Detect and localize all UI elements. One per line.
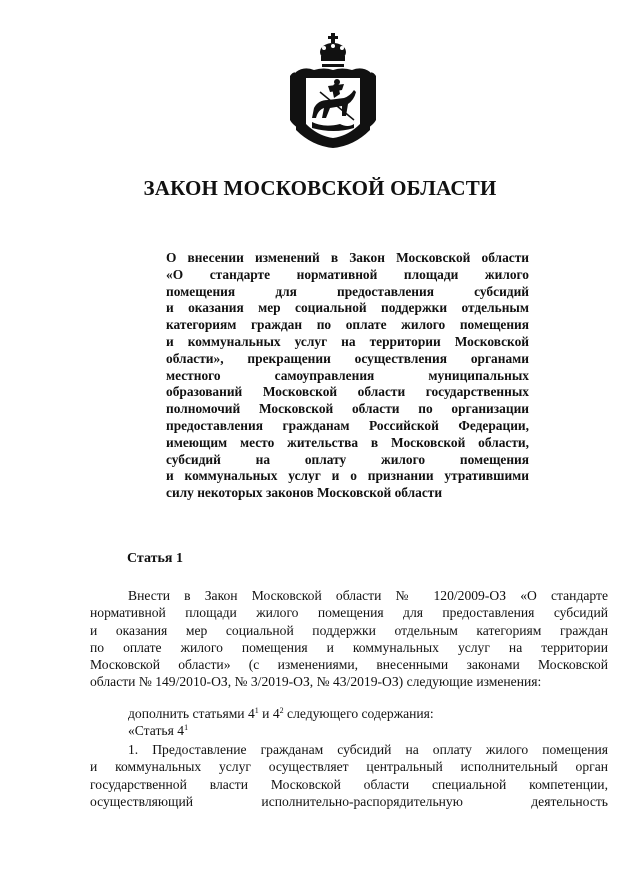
- amendment-intro-text: и 4: [258, 706, 280, 721]
- amendment-intro-text: следующего содержания:: [283, 706, 434, 721]
- subject-line: образований Московской области государственных: [166, 384, 529, 400]
- article-paragraph: [90, 587, 608, 691]
- paragraph-line: и оказания мер социальной поддержки отдельным категориям граждан: [90, 622, 608, 638]
- clause-line: 1. Предоставление гражданам субсидий на оплату жилого помещения: [128, 742, 608, 757]
- subject-line: и оказания мер социальной поддержки отдельным: [166, 300, 529, 316]
- subject-line: О внесении изменений в Закон Московской области: [166, 250, 529, 265]
- paragraph-line: Московской области» (с изменениями, внесенными законами Московской: [90, 657, 608, 673]
- clause-paragraph: [90, 741, 608, 810]
- subject-line: помещения для предоставления субсидий: [166, 283, 529, 299]
- subject-line: «О стандарте нормативной площади жилого: [166, 266, 529, 282]
- new-article-label: «Статья 4: [128, 723, 185, 738]
- subject-line: категориям граждан по оплате жилого помещения: [166, 317, 529, 333]
- subject-line: области», прекращении осуществления органами: [166, 350, 529, 366]
- clause-line: осуществляющий исполнительно-распорядительную деятельность: [90, 793, 608, 809]
- subject-line: субсидий на оплату жилого помещения: [166, 451, 529, 467]
- subject-line: и коммунальных услуг на территории Московской: [166, 333, 529, 349]
- paragraph-line: по оплате жилого помещения и коммунальных услуг на территории: [90, 639, 608, 655]
- law-subject: [166, 250, 529, 502]
- subject-line: предоставления гражданам Российской Федерации,: [166, 417, 529, 433]
- subject-line: силу некоторых законов Московской области: [166, 485, 443, 501]
- amendment-intro-text: дополнить статьями 4: [128, 706, 255, 721]
- law-title: ЗАКОН МОСКОВСКОЙ ОБЛАСТИ: [143, 176, 497, 200]
- amendment-intro-line: [128, 706, 434, 722]
- superscript: 1: [184, 723, 189, 732]
- clause-line: государственной власти Московской области специальной компетенции,: [90, 776, 608, 792]
- superscript: 2: [279, 706, 284, 715]
- paragraph-line: области № 149/2010-ОЗ, № 3/2019-ОЗ, № 43/2019-ОЗ) следующие изменения:: [90, 674, 542, 690]
- crown-icon: [320, 33, 346, 67]
- subject-line: и коммунальных услуг и о признании утратившими: [166, 468, 529, 484]
- subject-line: имеющим место жительства в Московской области,: [166, 434, 529, 450]
- paragraph-line: Внести в Закон Московской области № 120/2009-ОЗ «О стандарте: [128, 588, 608, 603]
- clause-line: и коммунальных услуг осуществляет центральный исполнительный орган: [90, 759, 608, 775]
- coat-of-arms-icon: [284, 30, 382, 150]
- subject-line: полномочий Московской области по организации: [166, 401, 529, 417]
- superscript: 1: [254, 706, 259, 715]
- new-article-heading: [128, 723, 188, 739]
- subject-line: местного самоуправления муниципальных: [166, 367, 529, 383]
- article-heading: Статья 1: [127, 551, 183, 566]
- paragraph-line: нормативной площади жилого помещения для предоставления субсидий: [90, 605, 608, 621]
